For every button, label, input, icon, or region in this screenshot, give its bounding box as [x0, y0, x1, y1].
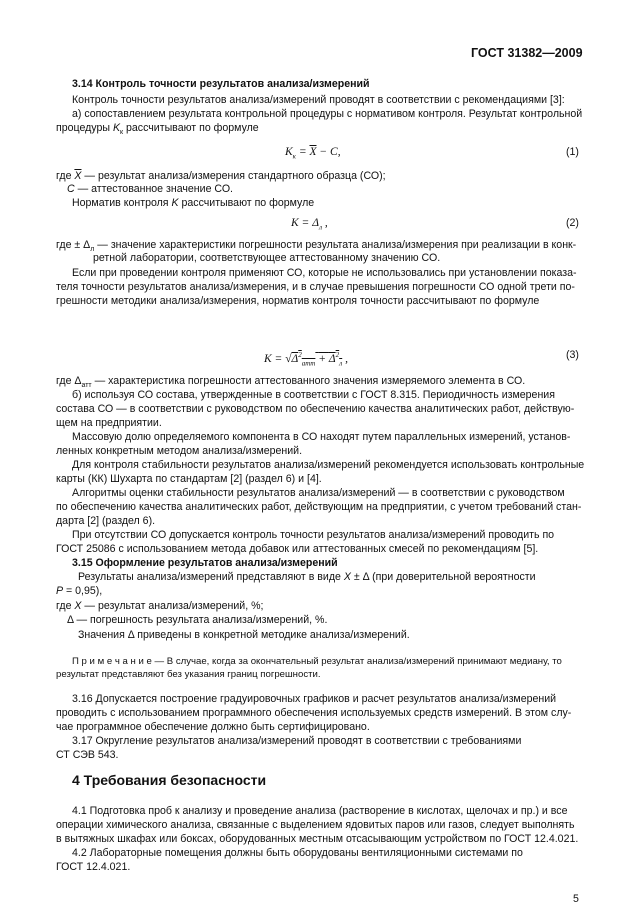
para-line: карты (КК) Шухарта по стандартам [2] (раздел 6) и [4]. [56, 473, 322, 485]
formula-2: $K = \Delta_л$ , [291, 217, 328, 232]
para-line: в вытяжных шкафах или боксах, оборудованных местным отсасывающим устройством по ГОСТ 12.4.021. [56, 833, 579, 845]
para-line: проводить с использованием программного обеспечения используемых средств измерений. В этом слу- [56, 707, 572, 719]
where-line: где $\overline{X}$ — результат анализа/измерения стандартного образца (СО); [56, 170, 386, 182]
para-line: Норматив контроля K рассчитывают по формуле [72, 197, 315, 209]
para-line: 4.1 Подготовка проб к анализу и проведение анализа (растворение в кислотах, щелочах и пр.) и все [72, 805, 568, 817]
para-line: Если при проведении контроля применяют СО, которые не использовались при установлении показа- [72, 267, 577, 279]
formula-3: $K = √\Delta^2_{атт} + \Delta^2_л$ , [264, 351, 348, 368]
para-line: грешности методики анализа/измерения, норматив контроля точности рассчитывают по формуле [56, 295, 540, 307]
para-line: теля точности результатов анализа/измерения, и в случае превышения погрешности СО одной трети по- [56, 281, 575, 293]
para-line: СТ СЭВ 543. [56, 749, 119, 761]
para-line: Значения Δ приведены в конкретной методике анализа/измерений. [78, 629, 410, 641]
formula-1: $K_к = \overline{X} - C$, [285, 146, 341, 161]
para-line: P = 0,95), [56, 585, 103, 597]
para-line: При отсутствии СО допускается контроль точности результатов анализа/измерений проводить по [72, 529, 555, 541]
where-line: ретной лаборатории, соответствующее аттестованному значению СО. [93, 252, 441, 264]
para-line: 4.2 Лабораторные помещения должны быть оборудованы вентиляционными системами по [72, 847, 523, 859]
where-line: где ± $\Delta_л$ — значение характеристики погрешности результата анализа/измерения при реализации в конк- [56, 239, 577, 254]
para-line: 3.17 Округление результатов анализа/измерений проводят в соответствии с требованиями [72, 735, 522, 747]
note-line: П р и м е ч а н и е — В случае, когда за окончательный результат анализа/измерений принимают медиану, то [72, 656, 562, 667]
note-line: результат представляют без указания границ погрешности. [56, 669, 321, 680]
section-3-15-title: 3.15 Оформление результатов анализа/измерений [72, 557, 338, 569]
page-number: 5 [573, 893, 579, 905]
para-line: чае программное обеспечение должно быть сертифицировано. [56, 721, 370, 733]
formula-number: (1) [566, 146, 579, 158]
para-line: процедуры $K_к$ рассчитывают по формуле [56, 122, 259, 137]
para-line: ГОСТ 12.4.021. [56, 861, 131, 873]
para-line: ГОСТ 25086 с использованием метода добавок или аттестованных смесей по рекомендациям [5]. [56, 543, 539, 555]
para-line: состава СО — в соответствии с руководством по обеспечению качества аналитических работ, действую- [56, 403, 575, 415]
para-line: по обеспечению качества аналитических работ, действующим на предприятии, с учетом требований стан- [56, 501, 582, 513]
para-line: Результаты анализа/измерений представляют в виде X ± Δ (при доверительной вероятности [78, 571, 536, 583]
where-line: где X — результат анализа/измерений, %; [56, 600, 264, 612]
section-3-14-title: 3.14 Контроль точности результатов анализа/измерений [72, 78, 370, 90]
where-line: Δ — погрешность результата анализа/измерений, %. [67, 614, 328, 626]
page-header: ГОСТ 31382—2009 [471, 46, 583, 60]
formula-number: (3) [566, 349, 579, 361]
where-line: C — аттестованное значение СО. [67, 183, 234, 195]
para-line: Для контроля стабильности результатов анализа/измерений рекомендуется использовать контрольные [72, 459, 585, 471]
para-line: а) сопоставлением результата контрольной процедуры с нормативом контроля. Результат контрольной [72, 108, 583, 120]
formula-number: (2) [566, 217, 579, 229]
para-line: Алгоритмы оценки стабильности результатов анализа/измерений — в соответствии с руководством [72, 487, 565, 499]
para-line: Массовую долю определяемого компонента в СО находят путем параллельных измерений, установ- [72, 431, 571, 443]
para-line: операции химического анализа, связанные с выделением ядовитых паров или газов, следует выполнять [56, 819, 575, 831]
para-line: Контроль точности результатов анализа/измерений проводят в соответствии с рекомендациями [3]: [72, 94, 565, 106]
para-line: ленных конкретным методом анализа/измерений. [56, 445, 303, 457]
para-line: б) используя СО состава, утвержденные в соответствии с ГОСТ 8.315. Периодичность измерения [72, 389, 555, 401]
where-line: где $\Delta_{атт}$ — характеристика погрешности аттестованного значения измеряемого элемента в СО. [56, 375, 526, 390]
para-line: щем на предприятии. [56, 417, 162, 429]
section-4-title: 4 Требования безопасности [72, 772, 267, 788]
para-line: дарта [2] (раздел 6). [56, 515, 156, 527]
para-line: 3.16 Допускается построение градуировочных графиков и расчет результатов анализа/измерений [72, 693, 557, 705]
